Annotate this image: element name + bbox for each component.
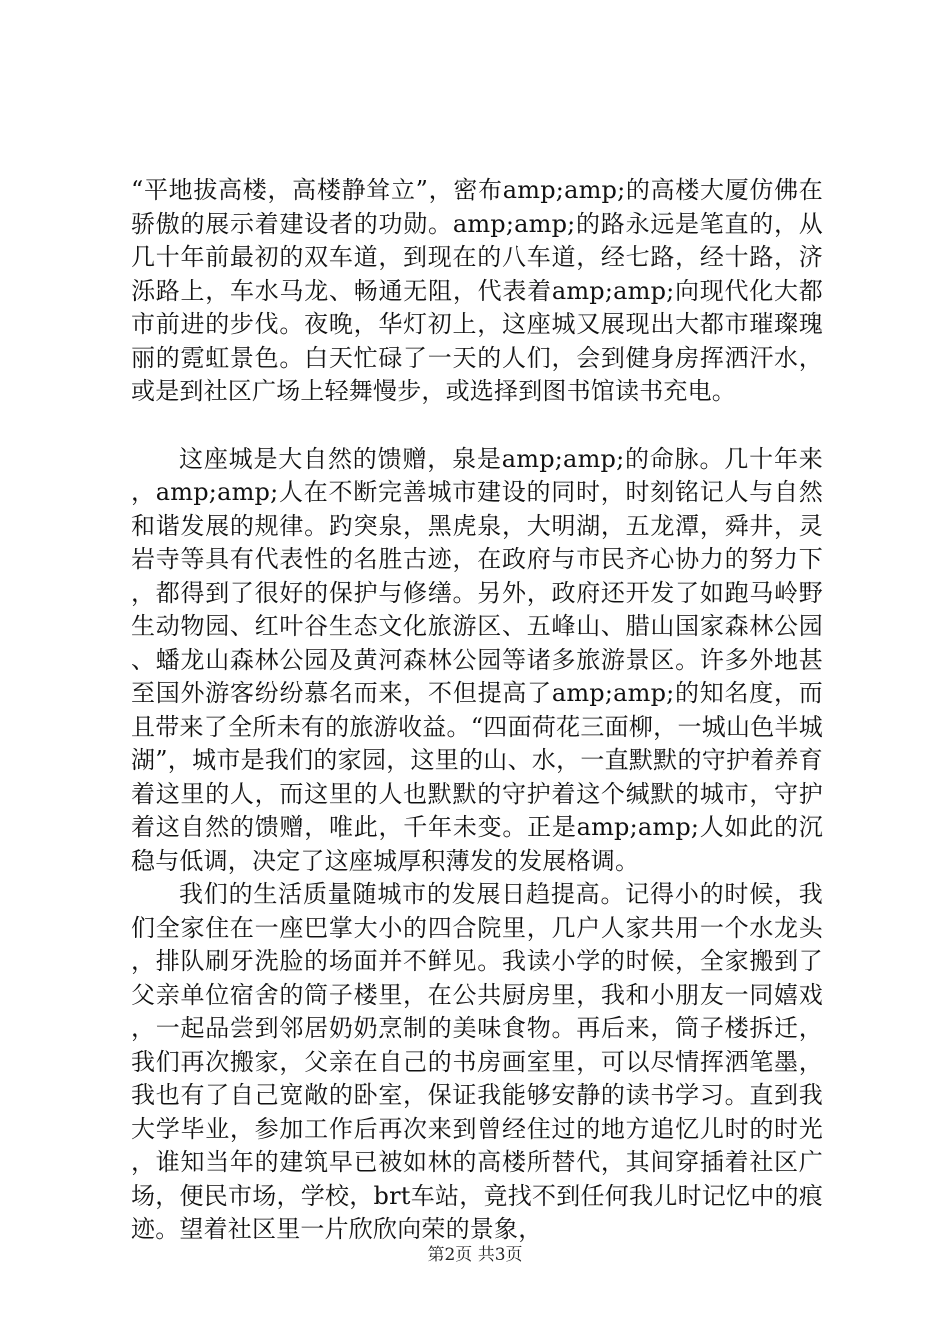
paragraph-spacer	[131, 409, 823, 443]
page-footer: 第2页 共3页	[427, 1245, 523, 1265]
paragraph-living-quality: 我们的生活质量随城市的发展日趋提高。记得小的时候，我们全家住在一座巴掌大小的四合院里，几户人家共用一个水龙头，排队刷牙洗脸的场面并不鲜见。我读小学的时候，全家搬到了父亲单位宿舍的筒子楼里，在公共厨房里，我和小朋友一同嬉戏，一起品尝到邻居奶奶烹制的美味食物。再后来，筒子楼拆迁，我们再次搬家，父亲在自己的书房画室里，可以尽情挥洒笔墨，我也有了自己宽敞的卧室，保证我能够安静的读书学习。直到我大学毕业，参加工作后再次来到曾经住过的地方追忆儿时的时光，谁知当年的建筑早已被如林的高楼所替代，其间穿插着社区广场，便民市场，学校，brt车站，竟找不到任何我儿时记忆中的痕迹。望着社区里一片欣欣向荣的景象，	[131, 880, 823, 1243]
document-body	[131, 174, 823, 1247]
paragraph-city-buildings: “平地拔高楼，高楼静耸立”，密布amp;amp;的高楼大厦仿佛在骄傲的展示着建设者的功勋。amp;amp;的路永远是笔直的，从几十年前最初的双车道，到现在的八车道，经七路，经十路，济泺路上，车水马龙、畅通无阻，代表着amp;amp;向现代化大都市前进的步伐。夜晚，华灯初上，这座城又展现出大都市璀璨瑰丽的霓虹景色。白天忙碌了一天的人们，会到健身房挥洒汗水，或是到社区广场上轻舞慢步，或选择到图书馆读书充电。	[131, 176, 823, 405]
paragraph-nature-springs: 这座城是大自然的馈赠，泉是amp;amp;的命脉。几十年来，amp;amp;人在不断完善城市建设的同时，时刻铭记人与自然和谐发展的规律。趵突泉，黑虎泉，大明湖，五龙潭，舜井，灵岩寺等具有代表性的名胜古迹，在政府与市民齐心协力的努力下，都得到了很好的保护与修缮。另外，政府还开发了如跑马岭野生动物园、红叶谷生态文化旅游区、五峰山、腊山国家森林公园、蟠龙山森林公园及黄河森林公园等诸多旅游景区。许多外地甚至国外游客纷纷慕名而来，不但提高了amp;amp;的知名度，而且带来了全所未有的旅游收益。“四面荷花三面柳，一城山色半城湖”，城市是我们的家园，这里的山、水，一直默默的守护着养育着这里的人，而这里的人也默默的守护着这个缄默的城市，守护着这自然的馈赠，唯此，千年未变。正是amp;amp;人如此的沉稳与低调，决定了这座城厚积薄发的发展格调。	[131, 444, 823, 875]
